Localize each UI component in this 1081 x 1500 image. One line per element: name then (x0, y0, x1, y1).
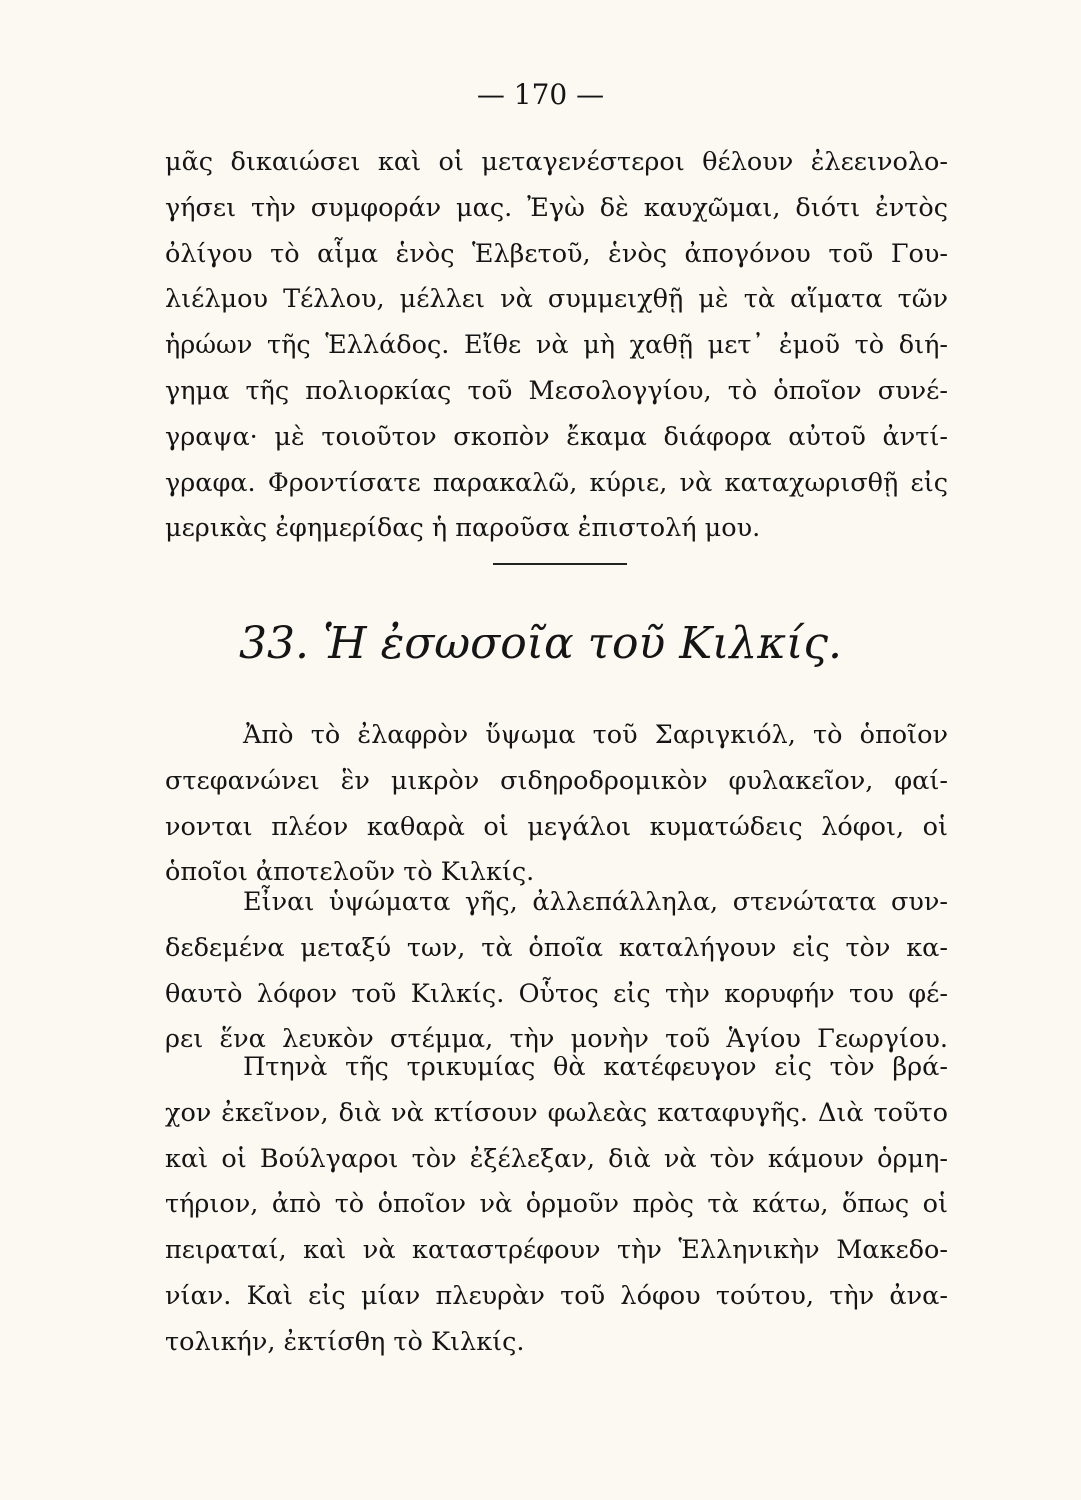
text-line: ὀλίγου τὸ αἷμα ἑνὸς Ἑλβετοῦ, ἑνὸς ἀπογόνου τοῦ Γου- (165, 238, 948, 269)
text-line: χον ἐκεῖνον, διὰ νὰ κτίσουν φωλεὰς καταφυγῆς. Διὰ τοῦτο (165, 1097, 948, 1128)
text-line: μερικὰς ἐφημερίδας ἡ παροῦσα ἐπιστολή μου. (165, 513, 761, 544)
text-line: θαυτὸ λόφον τοῦ Κιλκίς. Οὗτος εἰς τὴν κορυφήν του φέ- (165, 978, 948, 1009)
paragraph-letter-ending (165, 140, 948, 552)
text-line: καὶ οἱ Βούλγαροι τὸν ἐξέλεξαν, διὰ νὰ τὸν κάμουν ὁρμη- (165, 1143, 948, 1174)
text-line: Πτηνὰ τῆς τρικυμίας θὰ κατέφευγον εἰς τὸν βρά- (243, 1052, 948, 1082)
text-line: γήσει τὴν συμφοράν μας. Ἐγὼ δὲ καυχῶμαι, διότι ἐντὸς (165, 192, 948, 223)
text-line: τολικήν, ἐκτίσθη τὸ Κιλκίς. (165, 1326, 525, 1357)
page-number-header: — 170 — (476, 78, 605, 111)
section-divider (493, 563, 627, 565)
text-line: λιέλμου Τέλλου, μέλλει νὰ συμμειχθῇ μὲ τὰ αἵματα τῶν (165, 284, 948, 315)
text-line: ρει ἕνα λευκὸν στέμμα, τὴν μονὴν τοῦ Ἁγίου Γεωργίου. (165, 1024, 948, 1055)
text-line: ὁποῖοι ἀποτελοῦν τὸ Κιλκίς. (165, 857, 535, 888)
text-line: μᾶς δικαιώσει καὶ οἱ μεταγενέστεροι θέλουν ἐλεεινολο- (165, 147, 948, 177)
text-line: Εἶναι ὑψώματα γῆς, ἀλλεπάλληλα, στενώτατα συν- (243, 887, 948, 917)
paragraph-sarigkiol (165, 713, 948, 896)
text-line: νονται πλέον καθαρὰ οἱ μεγάλοι κυματώδεις λόφοι, οἱ (165, 811, 948, 842)
text-line: Ἀπὸ τὸ ἐλαφρὸν ὕψωμα τοῦ Σαριγκιόλ, τὸ ὁποῖον (243, 720, 948, 750)
text-line: στεφανώνει ἓν μικρὸν σιδηροδρομικὸν φυλακεῖον, φαί- (165, 765, 948, 796)
text-line: γημα τῆς πολιορκίας τοῦ Μεσολογγίου, τὸ ὁποῖον συνέ- (165, 375, 948, 406)
text-line: πειραταί, καὶ νὰ καταστρέφουν τὴν Ἑλληνικὴν Μακεδο- (165, 1235, 948, 1266)
paragraph-bulgarians (165, 1045, 948, 1366)
text-line: νίαν. Καὶ εἰς μίαν πλευρὰν τοῦ λόφου τούτου, τὴν ἀνα- (165, 1280, 948, 1311)
text-line: ἡρώων τῆς Ἑλλάδος. Εἴθε νὰ μὴ χαθῇ μετ᾽ ἐμοῦ τὸ διή- (165, 330, 948, 361)
section-title: 33. Ἡ ἐσωσοῖα τοῦ Κιλκίς. (239, 618, 842, 669)
text-line: γραφα. Φροντίσατε παρακαλῶ, κύριε, νὰ καταχωρισθῇ εἰς (165, 467, 948, 498)
paragraph-hills (165, 880, 948, 1063)
text-line: τήριον, ἀπὸ τὸ ὁποῖον νὰ ὁρμοῦν πρὸς τὰ κάτω, ὅπως οἱ (165, 1189, 948, 1220)
text-line: δεδεμένα μεταξύ των, τὰ ὁποῖα καταλήγουν εἰς τὸν κα- (165, 932, 948, 963)
text-line: γραψα· μὲ τοιοῦτον σκοπὸν ἔκαμα διάφορα αὐτοῦ ἀντί- (165, 421, 948, 452)
